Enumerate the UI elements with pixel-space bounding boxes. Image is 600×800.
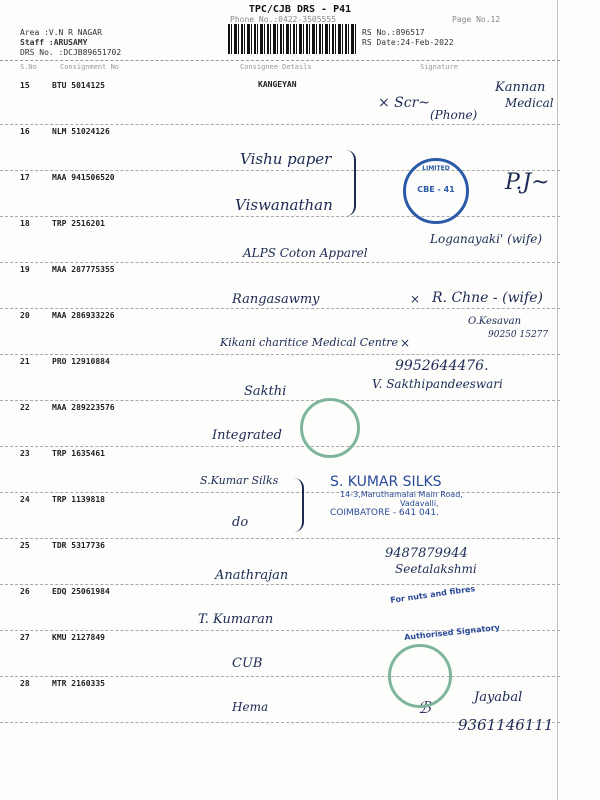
kumar-silks-name: S. KUMAR SILKS xyxy=(330,474,442,490)
hw-phone3: 9952644476. xyxy=(395,358,489,374)
page-number: Page No.12 xyxy=(452,15,501,24)
row-consignment-number: TDR 5317736 xyxy=(52,541,105,550)
hw-brace-24 xyxy=(290,478,304,532)
row-consignment-number: TRP 1139818 xyxy=(52,495,105,504)
hw-rchne: R. Chne - (wife) xyxy=(432,290,543,306)
kumar-silks-addr2: Vadavalli, xyxy=(400,499,439,508)
row-serial-number: 23 xyxy=(20,449,30,458)
drs-number: DRS No. :DCJB89651702 xyxy=(20,48,122,57)
hw-signature-15: × Scr~ xyxy=(378,95,431,111)
hw-cross-21: × xyxy=(400,336,411,350)
header-left xyxy=(20,28,121,58)
barcode xyxy=(228,24,356,54)
hw-alps: ALPS Coton Apparel xyxy=(243,246,368,260)
row-consignment-number: TRP 1635461 xyxy=(52,449,105,458)
row-consignment-number: MTR 2160335 xyxy=(52,679,105,688)
cbe-stamp-ring: LIMITED xyxy=(422,165,450,172)
column-header-row xyxy=(0,60,560,73)
col-consignee: Consignee Details xyxy=(240,63,312,71)
row-serial-number: 18 xyxy=(20,219,30,228)
hw-viswanathan: Viswanathan xyxy=(235,196,333,214)
hw-okesavan: O.Kesavan xyxy=(468,316,522,327)
hw-vishu: Vishu paper xyxy=(240,150,332,168)
hw-cub: CUB xyxy=(232,656,263,671)
green-stamp-2 xyxy=(388,644,452,708)
rs-number: RS No.:896517 xyxy=(362,28,425,37)
cbe-stamp-label: CBE - 41 xyxy=(417,185,455,194)
hw-anathrajan: Anathrajan xyxy=(215,568,289,583)
col-consignment: Consignment No xyxy=(60,63,120,71)
hw-sakthi: Sakthi xyxy=(244,384,287,399)
hw-phone5: 9361146111 xyxy=(458,716,554,734)
hw-signature-28: ℬ xyxy=(418,698,431,717)
hw-vsakthi: V. Sakthipandeeswari xyxy=(372,377,503,391)
row-serial-number: 25 xyxy=(20,541,30,550)
hw-rangasamy: Rangasawmy xyxy=(232,292,320,307)
row-serial-number: 19 xyxy=(20,265,30,274)
row-serial-number: 17 xyxy=(20,173,30,182)
hw-brace xyxy=(340,150,356,216)
row-consignment-number: KMU 2127849 xyxy=(52,633,105,642)
hw-cross-20: × xyxy=(410,292,421,306)
row-printed-consignee: KANGEYAN xyxy=(258,80,297,89)
kumar-silks-addr: 14-3,Maruthamalai Main Road, xyxy=(340,490,463,499)
hw-do: do xyxy=(232,515,249,530)
row-consignment-number: BTU 5014125 xyxy=(52,81,105,90)
row-serial-number: 20 xyxy=(20,311,30,320)
phone-number: Phone No.:0422-3505555 xyxy=(230,15,336,24)
row-consignment-number: MAA 289223576 xyxy=(52,403,115,412)
hw-phone4: 9487879944 xyxy=(385,546,468,561)
hw-seetalakshmi: Seetalakshmi xyxy=(395,562,477,576)
kumar-silks-city: COIMBATORE - 641 041. xyxy=(330,508,439,518)
row-serial-number: 22 xyxy=(20,403,30,412)
cbe-stamp xyxy=(403,158,469,224)
hw-signature-17: P.J~ xyxy=(505,170,550,195)
hw-hema: Hema xyxy=(232,700,269,714)
row-consignment-number: NLM 51024126 xyxy=(52,127,110,136)
row-serial-number: 16 xyxy=(20,127,30,136)
hw-kannan: Kannan xyxy=(495,80,546,95)
row-consignment-number: TRP 2516201 xyxy=(52,219,105,228)
hw-medical: Medical xyxy=(505,96,554,110)
row-serial-number: 24 xyxy=(20,495,30,504)
hw-skumar: S.Kumar Silks xyxy=(200,474,279,487)
for-nuts-stamp: For nuts and fibres xyxy=(389,584,476,605)
staff-label: Staff :ARUSAMY xyxy=(20,38,88,47)
row-serial-number: 21 xyxy=(20,357,30,366)
hw-phone2: 90250 15277 xyxy=(488,330,549,340)
col-sno: S.No xyxy=(20,63,37,71)
row-serial-number: 15 xyxy=(20,81,30,90)
row-consignment-number: MAA 941506520 xyxy=(52,173,115,182)
hw-jayabal: Jayabal xyxy=(474,690,523,705)
row-consignment-number: EDQ 25061984 xyxy=(52,587,110,596)
row-consignment-number: MAA 286933226 xyxy=(52,311,115,320)
hw-integrated: Integrated xyxy=(212,428,282,443)
row-serial-number: 28 xyxy=(20,679,30,688)
hw-tkumaran: T. Kumaran xyxy=(198,612,274,627)
row-consignment-number: PRO 12910884 xyxy=(52,357,110,366)
row-serial-number: 26 xyxy=(20,587,30,596)
hw-kikani: Kikani charitice Medical Centre xyxy=(220,336,399,349)
header-right xyxy=(362,28,454,48)
green-stamp xyxy=(300,398,360,458)
authorised-signatory: Authorised Signatory xyxy=(403,623,501,642)
kumar-silks-stamp xyxy=(330,474,490,518)
area-label: Area :V.N R NAGAR xyxy=(20,28,102,37)
sheet-title: TPC/CJB DRS - P41 xyxy=(248,4,352,15)
row-serial-number: 27 xyxy=(20,633,30,642)
table-row xyxy=(0,630,560,677)
row-consignment-number: MAA 287775355 xyxy=(52,265,115,274)
col-signature: Signature xyxy=(420,63,458,71)
hw-loganayaki: Loganayaki' (wife) xyxy=(430,232,543,246)
rs-date: RS Date:24-Feb-2022 xyxy=(362,38,454,47)
hw-phone: (Phone) xyxy=(430,108,478,122)
